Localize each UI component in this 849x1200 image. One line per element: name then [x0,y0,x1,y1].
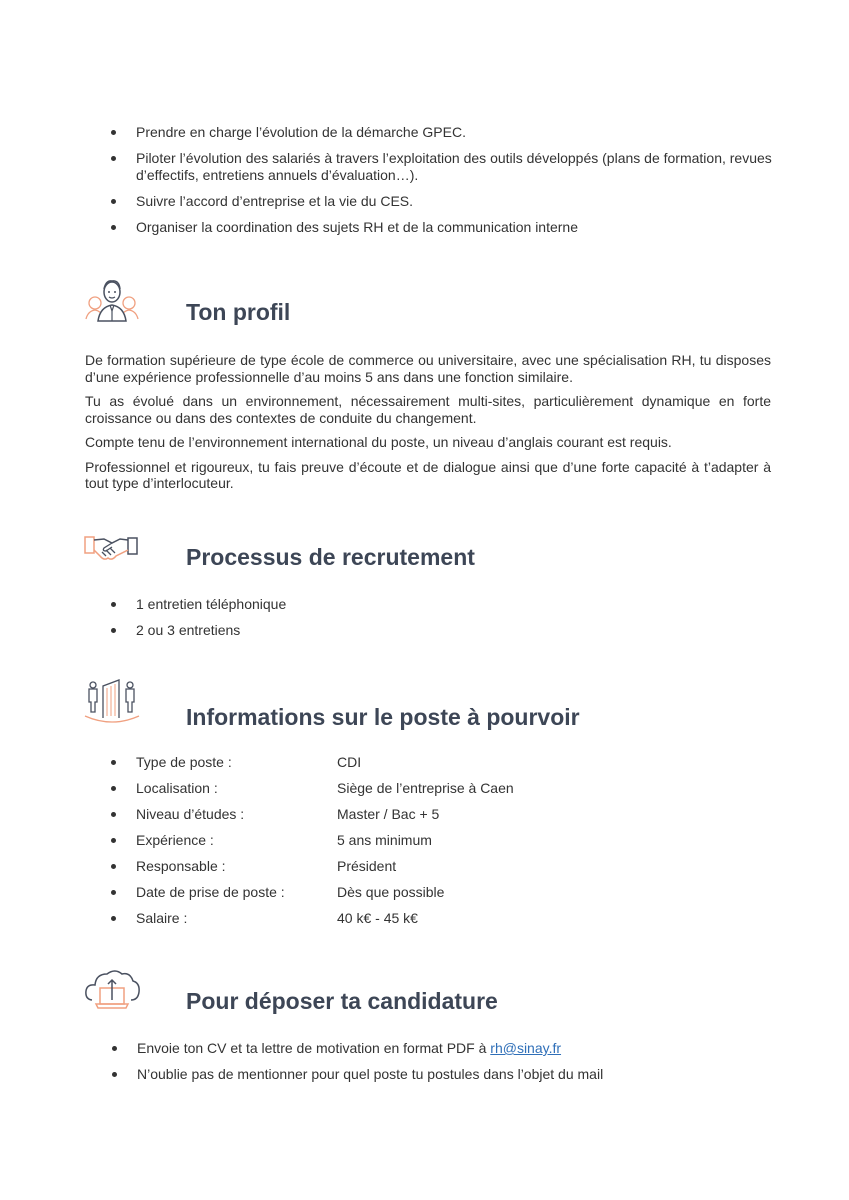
apply-list [137,1040,603,1092]
info-label: Date de prise de poste : [136,884,285,900]
recruitment-heading: Processus de recrutement [186,544,475,570]
list-item: 2 ou 3 entretiens [136,622,286,639]
info-label: Salaire : [136,910,188,926]
info-value: Siège de l’entreprise à Caen [337,780,514,796]
info-label: Expérience : [136,832,214,848]
info-value: Président [337,858,397,874]
info-value: 5 ans minimum [337,832,432,848]
info-row [136,754,636,780]
profile-paragraph: Compte tenu de l’environnement international du poste, un niveau d’anglais courant est requis. [85,434,672,450]
cloud-laptop-icon [84,964,140,1020]
recruitment-section-header [84,528,784,584]
info-row [136,806,636,832]
profile-paragraph: De formation supérieure de type école de commerce ou universitaire, avec une spécialisation RH, tu disposes d’une expérience professionnelle d’au moins 5 ans dans une fonction similaire. [85,352,771,385]
list-item: 1 entretien téléphonique [136,596,287,612]
position-info-section-header [84,678,784,734]
handshake-icon [84,528,140,584]
info-label: Type de poste : [136,754,232,770]
info-row [136,858,636,884]
profile-section-header [84,275,784,331]
info-row [136,884,636,910]
email-link[interactable]: rh@sinay.fr [490,1040,562,1056]
info-label: Localisation : [136,780,218,796]
info-value: Dès que possible [337,884,445,900]
profile-heading: Ton profil [186,299,291,325]
position-info-table [136,754,636,936]
person-icon [84,275,140,331]
profile-text [85,352,771,500]
info-row [136,910,636,936]
position-info-heading: Informations sur le poste à pourvoir [186,704,580,730]
info-row [136,780,636,806]
info-row [136,832,636,858]
apply-instruction: Envoie ton CV et ta lettre de motivation en format PDF à [137,1040,491,1056]
recruitment-list [136,596,286,648]
info-label: Niveau d’études : [136,806,245,822]
list-item: Suivre l’accord d’entreprise et la vie du CES. [136,193,776,210]
list-item: Organiser la coordination des sujets RH et de la communication interne [136,219,776,236]
apply-heading: Pour déposer ta candidature [186,988,498,1014]
info-value: 40 k€ - 45 k€ [337,910,418,926]
profile-paragraph: Professionnel et rigoureux, tu fais preuve d’écoute et de dialogue ainsi que d’une forte capacité à t’adapter à tout type d’interlocuteur. [85,458,771,491]
profile-paragraph: Tu as évolué dans un environnement, nécessairement multi-sites, particulièrement dynamique en forte croissance ou dans des contextes de conduite du changement. [85,393,771,426]
apply-section-header [84,964,784,1020]
info-value: Master / Bac + 5 [337,806,440,822]
list-item: N’oublie pas de mentionner pour quel poste tu postules dans l’objet du mail [137,1066,604,1082]
list-item [137,1040,603,1057]
info-label: Responsable : [136,858,226,874]
list-item: Prendre en charge l’évolution de la démarche GPEC. [136,124,776,141]
responsibilities-list [136,124,776,245]
info-value: CDI [337,754,362,770]
list-item: Piloter l’évolution des salariés à travers l’exploitation des outils développés (plans de formation, revues d’effectifs, entretiens annuels d’évaluation…). [136,150,776,184]
office-people-icon [84,678,140,734]
